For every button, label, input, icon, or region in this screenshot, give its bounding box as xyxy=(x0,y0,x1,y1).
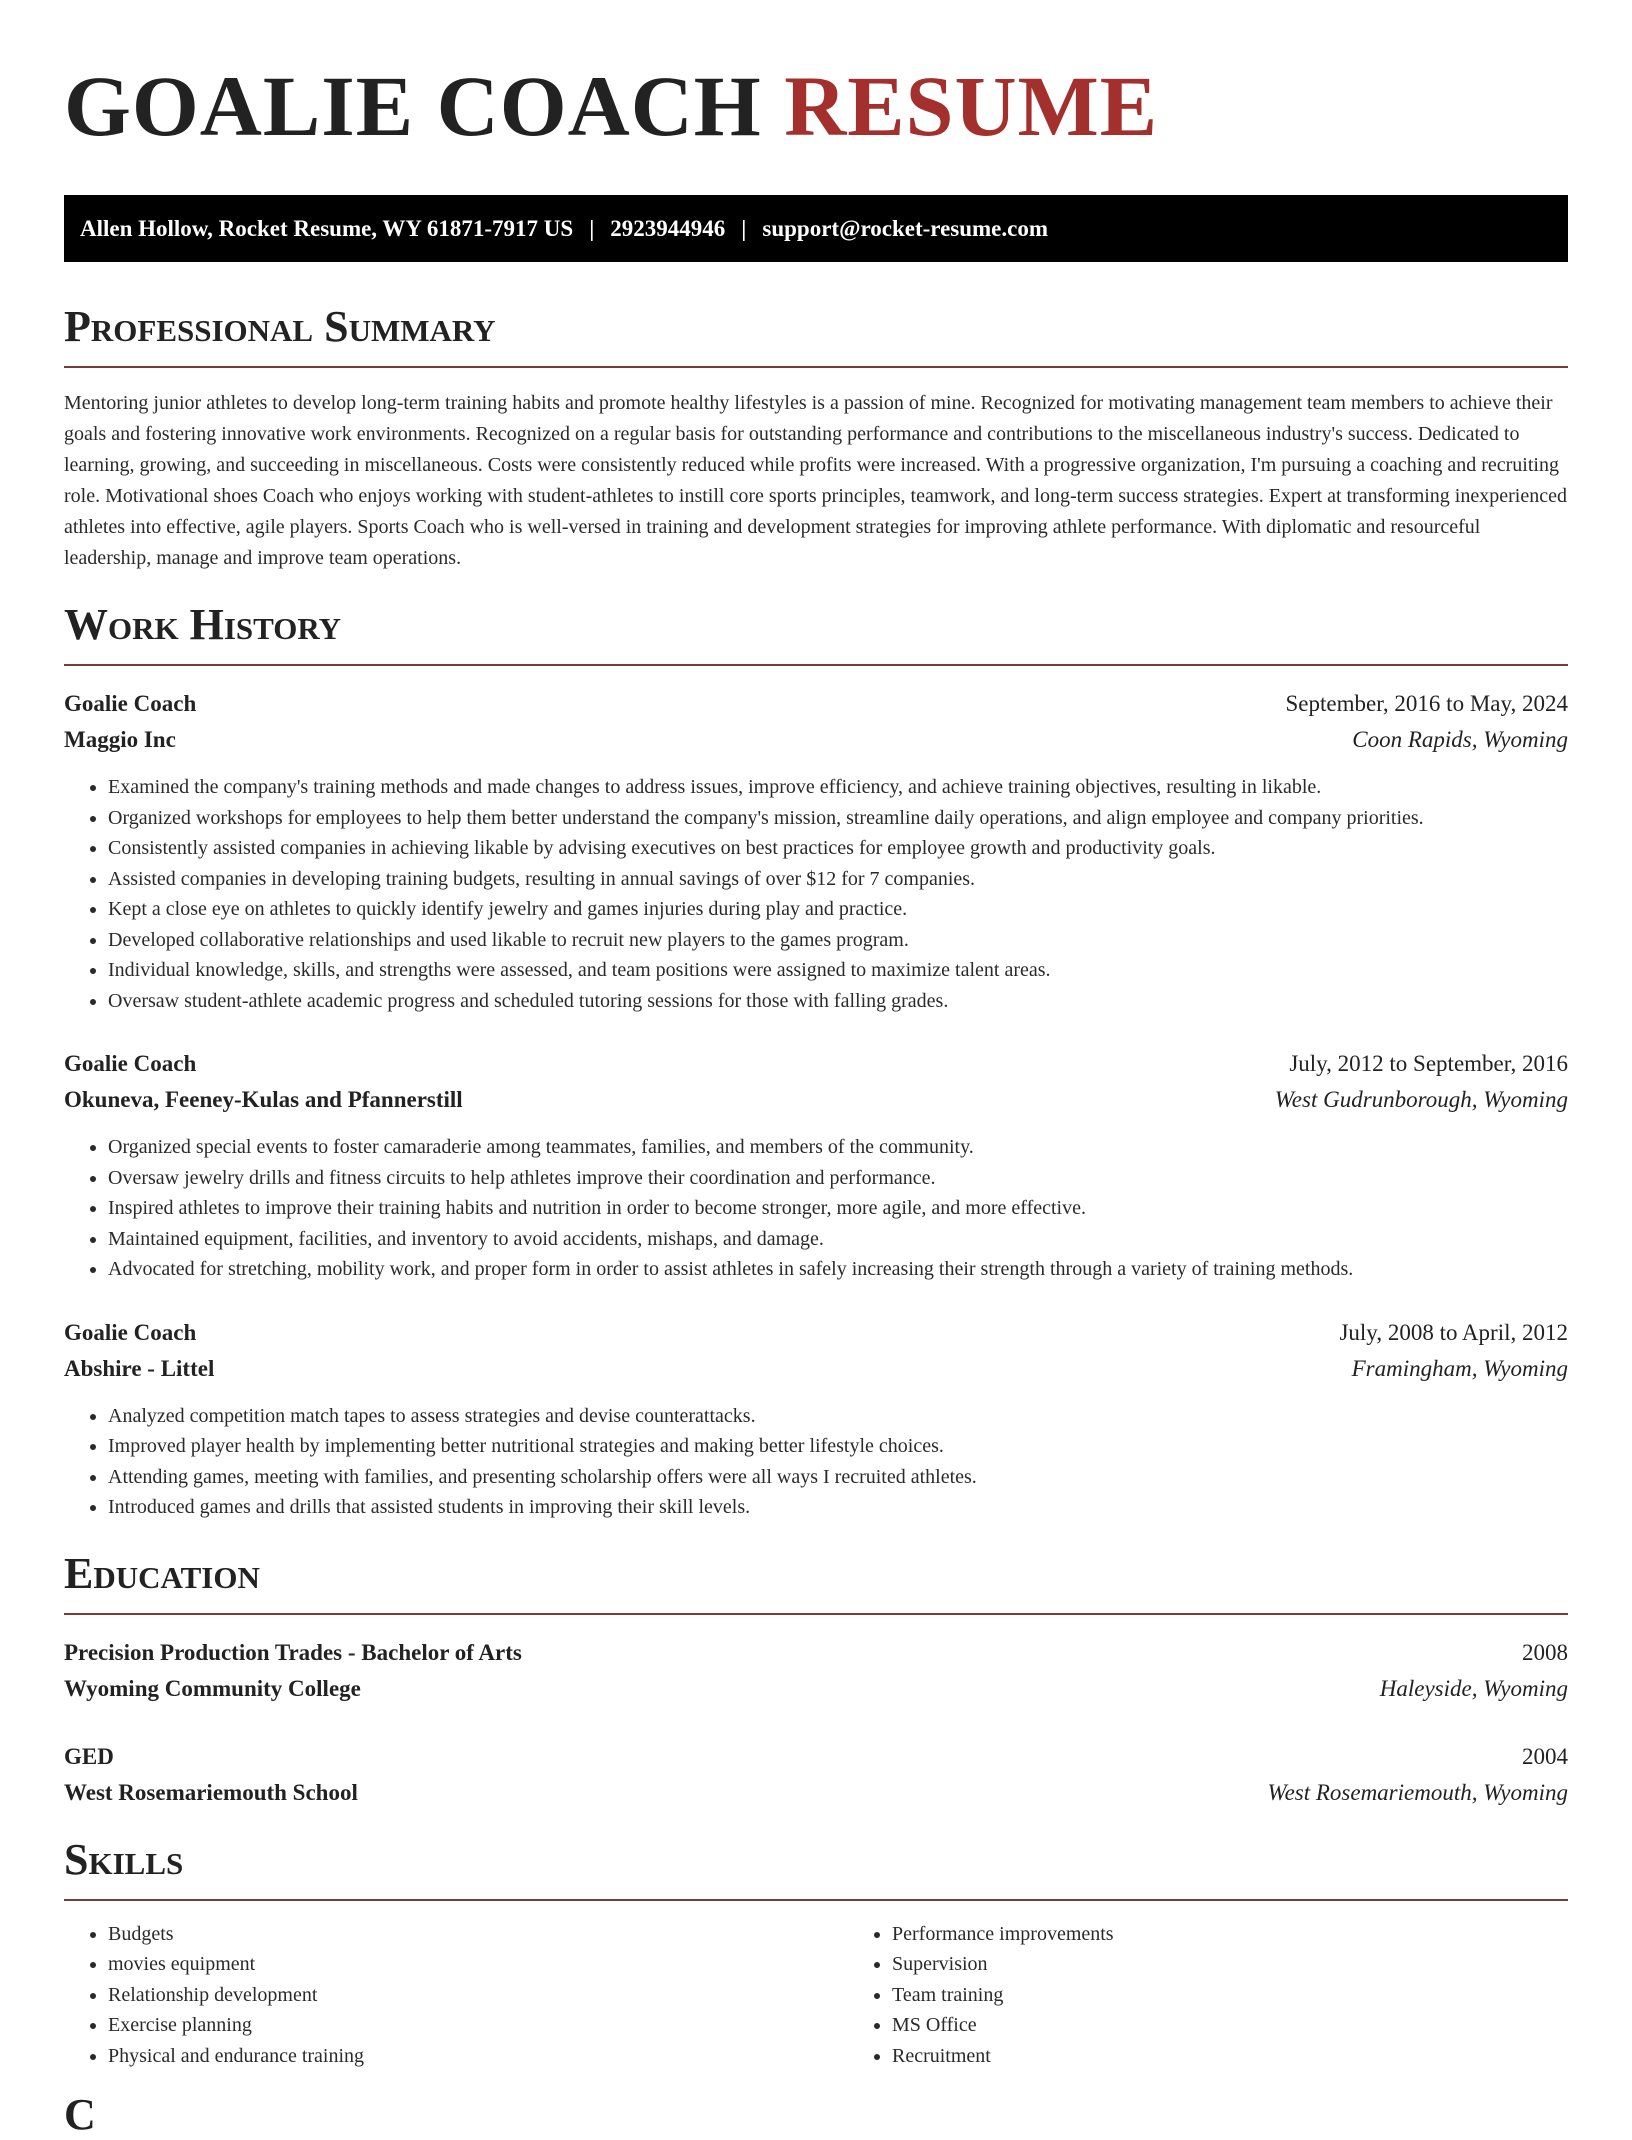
job-header-row xyxy=(64,1046,1568,1082)
job-title: Goalie Coach xyxy=(64,1051,197,1076)
job-company: Maggio Inc xyxy=(64,727,176,752)
job-header-row xyxy=(64,1315,1568,1351)
education-location: West Rosemariemouth, Wyoming xyxy=(1267,1779,1568,1805)
job-bullet: • Organized special events to foster camaraderie among teammates, families, and members of the community. xyxy=(108,1132,1568,1163)
job-bullet: • Improved player health by implementing better nutritional strategies and making better lifestyle choices. xyxy=(108,1431,1568,1462)
work-history-heading: Work History xyxy=(64,600,1568,666)
job-bullet: • Maintained equipment, facilities, and inventory to avoid accidents, mishaps, and damage. xyxy=(108,1224,1568,1255)
education-school-row xyxy=(64,1775,1568,1811)
skills-list-right xyxy=(848,1919,1632,2072)
contact-phone: 2923944946 xyxy=(610,215,726,241)
job-dates: July, 2012 to September, 2016 xyxy=(1289,1051,1568,1076)
job-bullet: • Kept a close eye on athletes to quickly identify jewelry and games injuries during play and practice. xyxy=(108,894,1568,925)
job-bullets xyxy=(64,1132,1568,1285)
skill-item: • Performance improvements xyxy=(892,1919,1632,1950)
education-school-row xyxy=(64,1671,1568,1707)
job-location: Framingham, Wyoming xyxy=(1351,1355,1568,1381)
skill-item: • Supervision xyxy=(892,1949,1632,1980)
education-year: 2004 xyxy=(1522,1743,1568,1769)
skill-item: • MS Office xyxy=(892,2010,1632,2041)
job-bullet: • Oversaw jewelry drills and fitness circuits to help athletes improve their coordination and performance. xyxy=(108,1163,1568,1194)
summary-heading: Professional Summary xyxy=(64,302,1568,368)
job-bullet: • Analyzed competition match tapes to assess strategies and devise counterattacks. xyxy=(108,1401,1568,1432)
job-company: Abshire - Littel xyxy=(64,1355,215,1381)
job-bullet: • Examined the company's training methods and made changes to address issues, improve efficiency, and achieve training objectives, resulting in likable. xyxy=(108,772,1568,803)
job-bullets xyxy=(64,1401,1568,1523)
job-company: Okuneva, Feeney-Kulas and Pfannerstill xyxy=(64,1087,463,1112)
education-school: Wyoming Community College xyxy=(64,1675,361,1701)
education-location: Haleyside, Wyoming xyxy=(1379,1675,1568,1701)
job-title: Goalie Coach xyxy=(64,691,197,716)
education-heading: Education xyxy=(64,1549,1568,1615)
education-degree-row xyxy=(64,1635,1568,1671)
skill-item: • Physical and endurance training xyxy=(108,2041,848,2072)
job-title: Goalie Coach xyxy=(64,1319,197,1345)
skill-item: • Budgets xyxy=(108,1919,848,1950)
contact-email: support@rocket-resume.com xyxy=(762,215,1049,241)
contact-separator: | xyxy=(741,215,747,241)
job-entry xyxy=(64,1046,1568,1285)
job-bullet: • Assisted companies in developing training budgets, resulting in annual savings of over $12 for 7 companies. xyxy=(108,864,1568,895)
job-location: Coon Rapids, Wyoming xyxy=(1352,727,1568,752)
skill-item: • Relationship development xyxy=(108,1980,848,2011)
job-bullet: • Consistently assisted companies in achieving likable by advising executives on best practices for employee growth and productivity goals. xyxy=(108,833,1568,864)
summary-text: Mentoring junior athletes to develop long-term training habits and promote healthy lifestyles is a passion of mine. Recognized for motivating management team members to achieve their goals and fostering innovative work environments. Recognized on a regular basis for outstanding performance and contributions to the miscellaneous industry's success. Dedicated to learning, growing, and succeeding in miscellaneous. Costs were consistently reduced while profits were increased. With a progressive organization, I'm pursuing a coaching and recruiting role. Motivational shoes Coach who enjoys working with student-athletes to instill core sports principles, teamwork, and long-term success strategies. Expert at transforming inexperienced athletes into effective, agile players. Sports Coach who is well-versed in training and development strategies for improving athlete performance. With diplomatic and resourceful leadership, manage and improve team operations. xyxy=(64,392,1567,569)
job-dates: July, 2008 to April, 2012 xyxy=(1339,1319,1568,1345)
job-entry xyxy=(64,1315,1568,1523)
job-bullet: • Introduced games and drills that assisted students in improving their skill levels. xyxy=(108,1492,1568,1523)
contact-address: Allen Hollow, Rocket Resume, WY 61871-7917 US xyxy=(80,215,574,241)
job-company-row xyxy=(64,722,1568,758)
education-school: West Rosemariemouth School xyxy=(64,1779,358,1805)
contact-bar xyxy=(64,195,1568,262)
education-degree: GED xyxy=(64,1743,114,1769)
job-company-row xyxy=(64,1351,1568,1387)
job-bullet: • Attending games, meeting with families, and presenting scholarship offers were all ways I recruited athletes. xyxy=(108,1462,1568,1493)
education-entry xyxy=(64,1739,1568,1811)
job-company-row xyxy=(64,1082,1568,1118)
skill-item: • movies equipment xyxy=(108,1949,848,1980)
skills-heading: Skills xyxy=(64,1835,1568,1901)
job-bullet: • Organized workshops for employees to help them better understand the company's mission, streamline daily operations, and align employee and company priorities. xyxy=(108,803,1568,834)
job-bullet: • Inspired athletes to improve their training habits and nutrition in order to become stronger, more agile, and more effective. xyxy=(108,1193,1568,1224)
job-bullets xyxy=(64,772,1568,1016)
next-section-heading: C xyxy=(64,2090,96,2139)
job-bullet: • Individual knowledge, skills, and strengths were assessed, and team positions were assigned to maximize talent areas. xyxy=(108,955,1568,986)
education-year: 2008 xyxy=(1522,1639,1568,1665)
education-degree-row xyxy=(64,1739,1568,1775)
title-accent: RESUME xyxy=(784,58,1159,154)
skill-item: • Recruitment xyxy=(892,2041,1632,2072)
skill-item: • Exercise planning xyxy=(108,2010,848,2041)
job-entry xyxy=(64,686,1568,1016)
skills-list-left xyxy=(64,1919,848,2072)
resume-title xyxy=(64,0,1568,156)
skills-grid xyxy=(64,1919,1568,2072)
education-degree: Precision Production Trades - Bachelor of Arts xyxy=(64,1639,522,1665)
skill-item: • Team training xyxy=(892,1980,1632,2011)
title-main: GOALIE COACH xyxy=(64,58,762,154)
contact-separator: | xyxy=(589,215,595,241)
education-entry xyxy=(64,1635,1568,1707)
job-bullet: • Developed collaborative relationships and used likable to recruit new players to the games program. xyxy=(108,925,1568,956)
job-dates: September, 2016 to May, 2024 xyxy=(1285,691,1568,716)
job-location: West Gudrunborough, Wyoming xyxy=(1274,1087,1568,1112)
job-header-row xyxy=(64,686,1568,722)
job-bullet: • Oversaw student-athlete academic progress and scheduled tutoring sessions for those with falling grades. xyxy=(108,986,1568,1017)
job-bullet: • Advocated for stretching, mobility work, and proper form in order to assist athletes in safely increasing their strength through a variety of training methods. xyxy=(108,1254,1568,1285)
